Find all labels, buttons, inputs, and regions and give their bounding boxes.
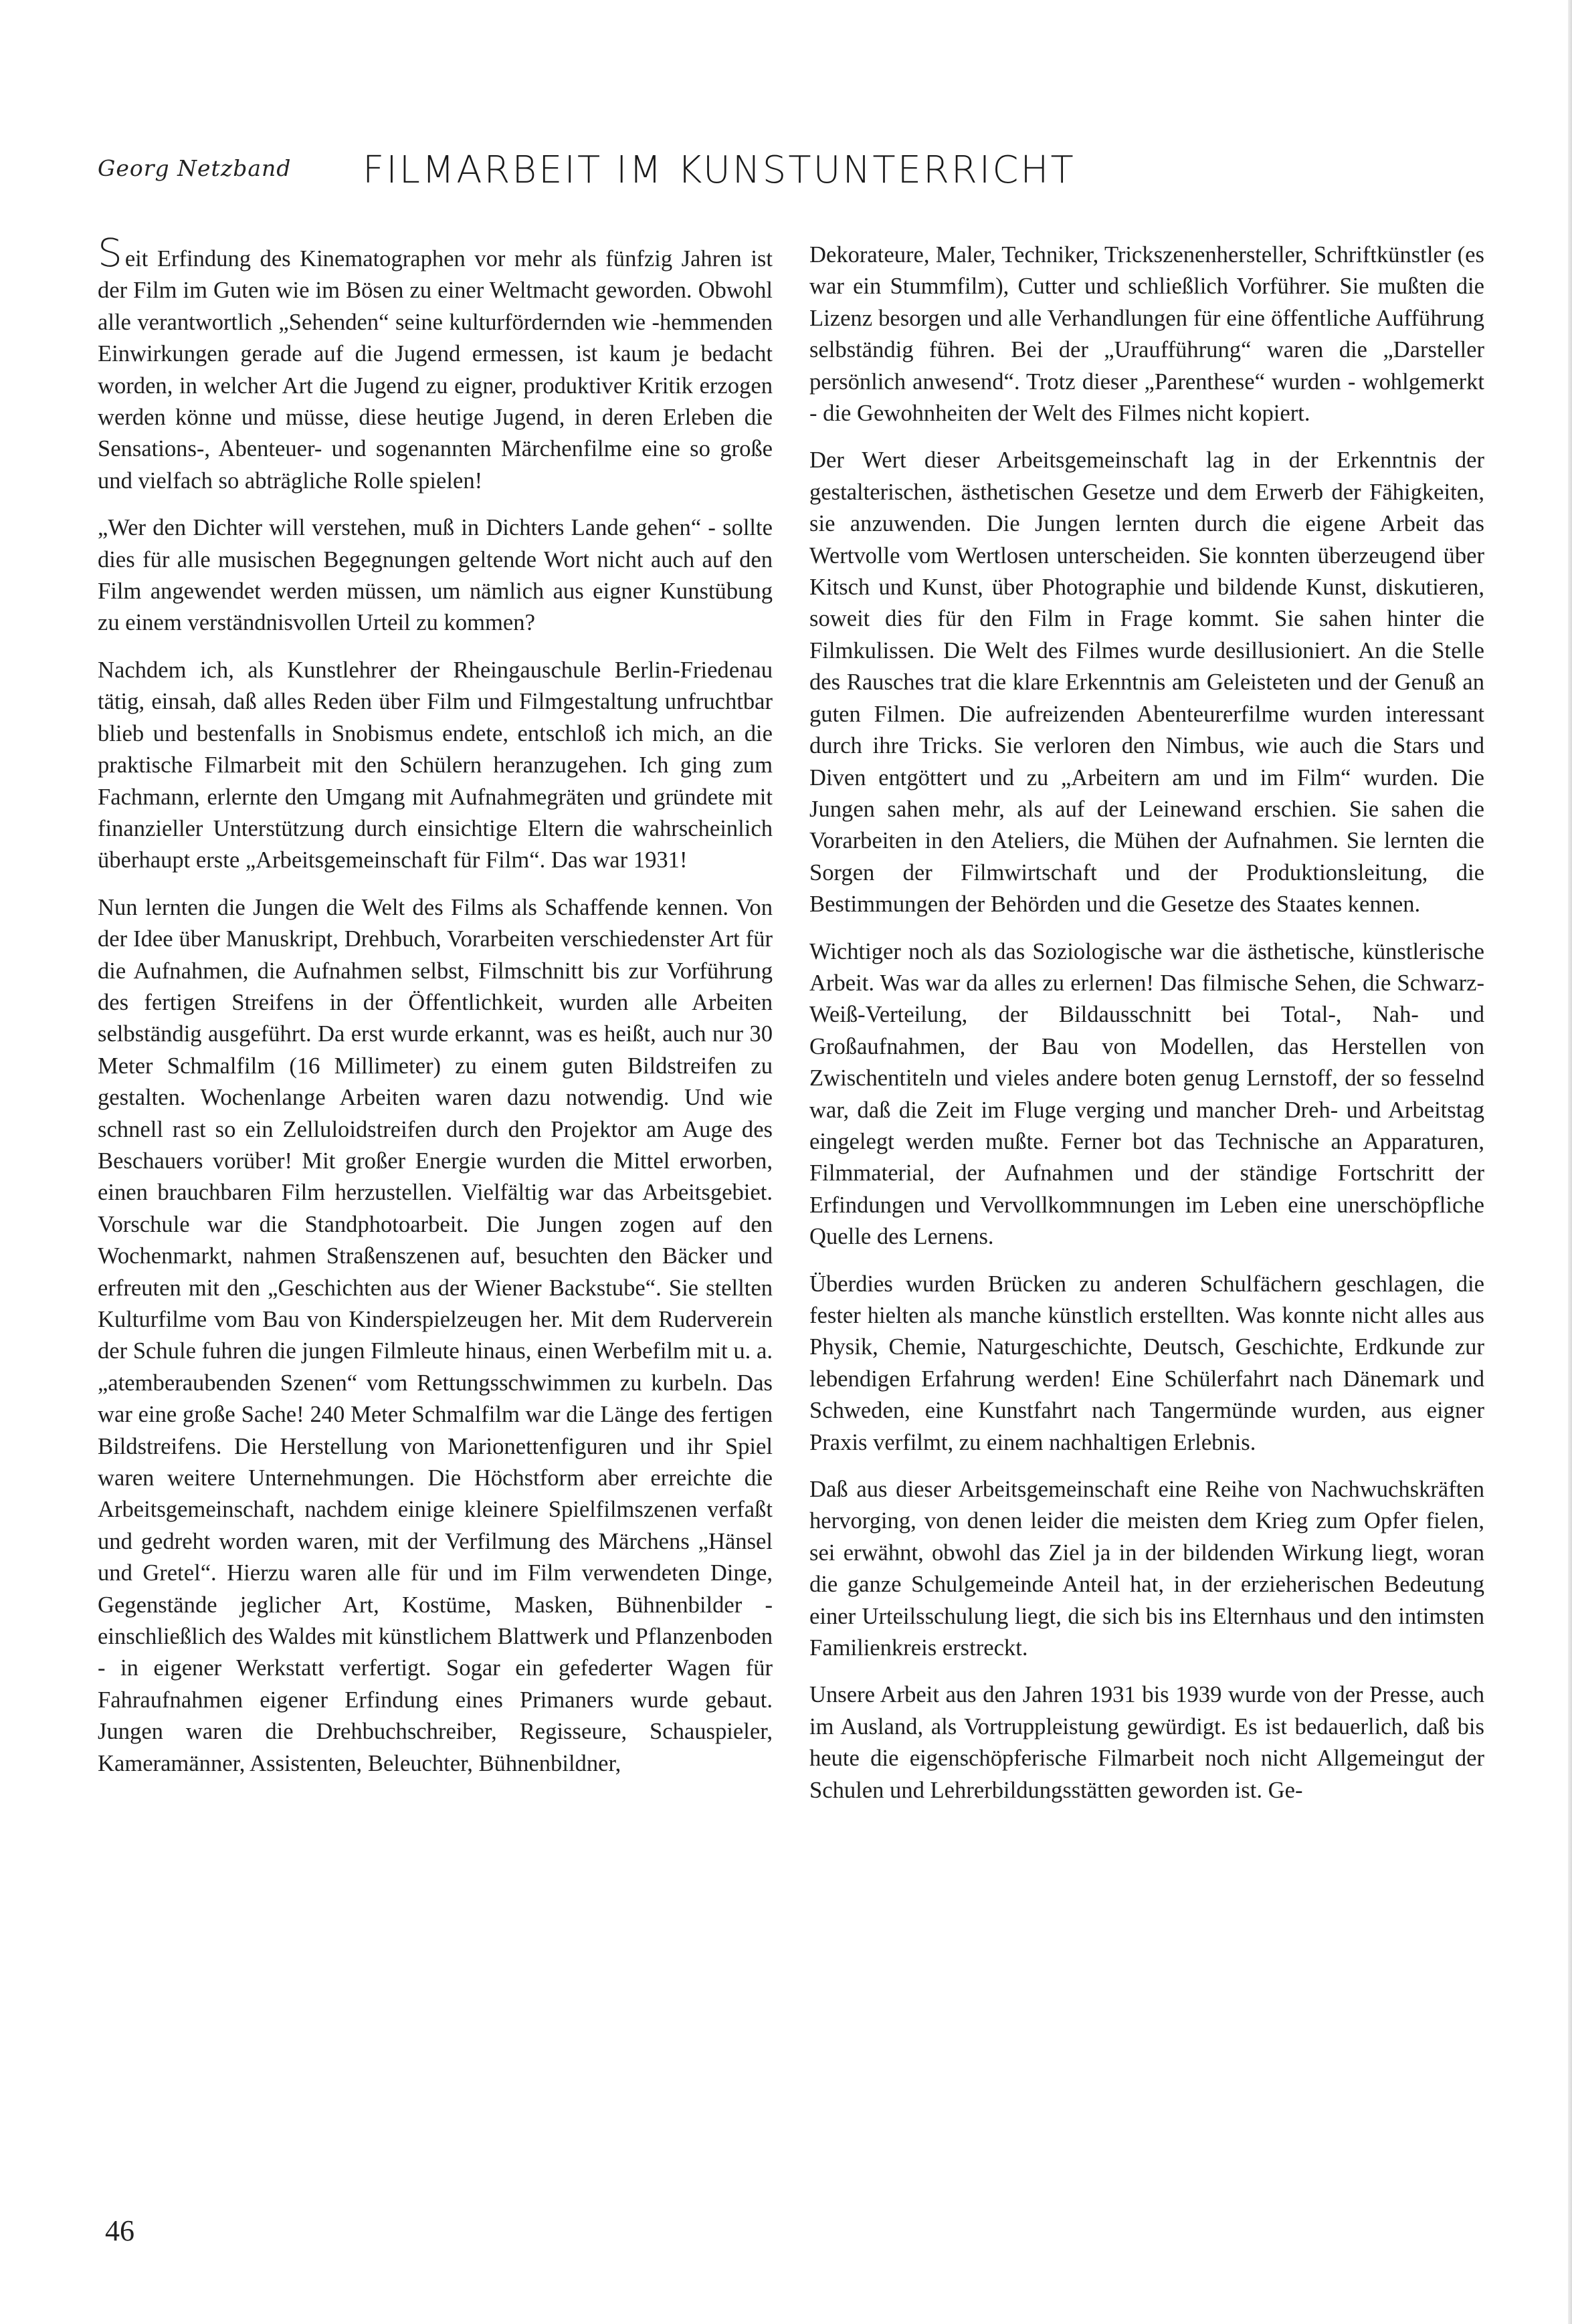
paragraph: Nun lernten die Jungen die Welt des Films als Schaffende kennen. Von der Idee über Manuskript, Drehbuch, Vorarbeiten verschiedenster Art für die Aufnahmen, die Aufnahmen selbst, Filmschnitt bis zur Vorführung des fertigen Streifens in der Öffentlichkeit, wurden alle Arbeiten selbständig ausgeführt. Da erst wurde erkannt, was es heißt, auch nur 30 Meter Schmalfilm (16 Millimeter) zu einem guten Bildstreifen zu gestalten. Wochenlange Arbeiten waren dazu notwendig. Und wie schnell rast so ein Zelluloidstreifen durch den Projektor am Auge des Beschauers vorüber! Mit großer Energie wurden die Mittel erworben, einen brauchbaren Film herzustellen. Vielfältig war das Arbeitsgebiet. Vorschule war die Standphotoarbeit. Die Jungen zogen auf den Wochenmarkt, nahmen Straßenszenen auf, besuchten den Bäcker und erfreuten mit den „Geschichten aus der Wiener Backstube“. Sie stellten Kulturfilme vom Bau von Kinderspielzeugen her. Mit dem Ruderverein der Schule fuhren die jungen Filmleute hinaus, einen Werbefilm mit u. a. „atemberaubenden Szenen“ vom Rettungsschwimmen zu kurbeln. Das war eine große Sache! 240 Meter Schmalfilm war die Länge des fertigen Bildstreifens. Die Herstellung von Marionettenfiguren und ihr Spiel waren weitere Unternehmungen. Die Höchstform aber erreichte die Arbeitsgemeinschaft, nachdem einige kleinere Spielfilmszenen verfaßt und gedreht worden waren, mit der Verfilmung des Märchens „Hänsel und Gretel“. Hierzu waren alle für und im Film verwendeten Dinge, Gegenstände jeglicher Art, Kostüme, Masken, Bühnenbilder - einschließlich des Waldes mit künstlichem Blattwerk und Pflanzenboden - in eigener Werkstatt verfertigt. Sogar ein gefederter Wagen für Fahraufnahmen eigener Erfindung eines Primaners wurde gebaut. Jungen waren die Drehbuchschreiber, Regisseure, Schauspieler, Kameramänner, Assistenten, Beleuchter, Bühnenbildner,	[98, 894, 773, 1776]
paragraph: Unsere Arbeit aus den Jahren 1931 bis 1939 wurde von der Presse, auch im Ausland, als Vortruppleistung gewürdigt. Es ist bedauerlich, daß bis heute die eigenschöpferische Filmarbeit noch nicht Allgemeingut der Schulen und Lehrerbildungsstätten geworden ist. Ge-	[809, 1682, 1484, 1803]
article-header	[98, 148, 1235, 195]
right-column	[809, 239, 1484, 1822]
paragraph: Überdies wurden Brücken zu anderen Schulfächern geschlagen, die fester hielten als manche künstlich erstellten. Was konnte nicht alles aus Physik, Chemie, Naturgeschichte, Deutsch, Geschichte, Erdkunde zur lebendigen Erfahrung werden! Eine Schülerfahrt nach Dänemark und Schweden, eine Kunstfahrt nach Tangermünde wurden, aus eigner Praxis verfilmt, zu einem nachhaltigen Erlebnis.	[809, 1271, 1484, 1455]
paragraph	[98, 230, 773, 497]
paragraph-text: eit Erfindung des Kinematographen vor mehr als fünfzig Jahren ist der Film im Guten wie im Bösen zu einer Weltmacht geworden. Obwohl alle verantwortlich „Sehenden“ seine kulturfördernden wie -hemmenden Einwirkungen gerade auf die Jugend ermessen, ist kaum je bedacht worden, in welcher Art die Jugend zu eigner, produktiver Kritik erzogen werden könne und müsse, diese heutige Jugend, in deren Erleben die Sensations-, Abenteuer- und sogenannten Märchenfilme eine so große und vielfach so abträgliche Rolle spielen!	[98, 246, 773, 494]
page-edge	[1568, 0, 1572, 2324]
paragraph: „Wer den Dichter will verstehen, muß in Dichters Lande gehen“ - sollte dies für alle musischen Begegnungen geltende Wort nicht auch auf den Film angewendet werden müssen, um nämlich aus eigner Kunstübung zu einem verständnisvollen Urteil zu kommen?	[98, 515, 773, 636]
drop-cap: S	[98, 230, 122, 276]
left-column	[98, 230, 773, 1795]
page-number: 46	[105, 2214, 134, 2247]
paragraph: Wichtiger noch als das Soziologische war die ästhetische, künstlerische Arbeit. Was war da alles zu erlernen! Das filmische Sehen, die Schwarz-Weiß-Verteilung, der Bildausschnitt bei Total-, Nah- und Großaufnahmen, der Bau von Modellen, das Herstellen von Zwischentiteln und vieles andere boten genug Lernstoff, der so fesselnd war, daß die Zeit im Fluge verging und mancher Dreh- und Arbeitstag eingelegt werden mußte. Ferner bot das Technische an Apparaturen, Filmmaterial, der Aufnahmen und der ständige Fortschritt der Erfindungen und Vervollkommnungen im Leben eine unerschöpfliche Quelle des Lernens.	[809, 938, 1484, 1250]
author-name: Georg Netzband	[98, 155, 292, 181]
paragraph: Nachdem ich, als Kunstlehrer der Rheingauschule Berlin-Friedenau tätig, einsah, daß alles Reden über Film und Filmgestaltung unfruchtbar blieb und bestenfalls in Snobismus endete, entschloß ich mich, an die praktische Filmarbeit mit den Schülern heranzugehen. Ich ging zum Fachmann, erlernte den Umgang mit Aufnahmegräten und gründete mit finanzieller Unterstützung durch einsichtige Eltern die wahrscheinlich überhaupt erste „Arbeitsgemeinschaft für Film“. Das war 1931!	[98, 657, 773, 873]
paragraph: Daß aus dieser Arbeitsgemeinschaft eine Reihe von Nachwuchskräften hervorging, von denen leider die meisten dem Krieg zum Opfer fielen, sei erwähnt, obwohl das Ziel ja in der bildenden Wirkung liegt, woran die ganze Schulgemeinde Anteil hat, in der erzieherischen Bedeutung einer Urteilsschulung liegt, die sich bis ins Elternhaus und den intimsten Familienkreis erstreckt.	[809, 1477, 1484, 1661]
article-title: FILMARBEIT IM KUNSTUNTERRICHT	[363, 148, 1076, 192]
paragraph: Der Wert dieser Arbeitsgemeinschaft lag in der Erkenntnis der gestalterischen, ästhetischen Gesetze und dem Erwerb der Fähigkeiten, sie anzuwenden. Die Jungen lernten durch die eigene Arbeit das Wertvolle vom Wertlosen unterscheiden. Sie konnten überzeugend über Kitsch und Kunst, über Photographie und bildende Kunst, diskutieren, soweit dies für den Film in Frage kommt. Sie sahen hinter die Filmkulissen. Die Welt des Filmes wurde desillusioniert. An die Stelle des Rausches trat die klare Erkenntnis am Geleisteten und der Genuß an guten Filmen. Die aufreizenden Abenteurerfilme wurden interessant durch ihre Tricks. Sie verloren den Nimbus, wie auch die Stars und Diven entgöttert und zu „Arbeitern am und im Film“ wurden. Die Jungen sahen mehr, als auf der Leinewand erschien. Sie sahen die Vorarbeiten in den Ateliers, die Mühen der Aufnahmen. Sie lernten die Sorgen der Filmwirtschaft und der Produktionsleitung, die Bestimmungen der Behörden und die Gesetze des Staates kennen.	[809, 447, 1484, 918]
paragraph: Dekorateure, Maler, Techniker, Trickszenenhersteller, Schriftkünstler (es war ein Stummfilm), Cutter und schließlich Vorführer. Sie mußten die Lizenz besorgen und alle Verhandlungen für eine öffentliche Aufführung selbständig führen. Bei der „Uraufführung“ waren die „Darsteller persönlich anwesend“. Trotz dieser „Parenthese“ wurden - wohlgemerkt - die Gewohnheiten der Welt des Filmes nicht kopiert.	[809, 242, 1484, 427]
